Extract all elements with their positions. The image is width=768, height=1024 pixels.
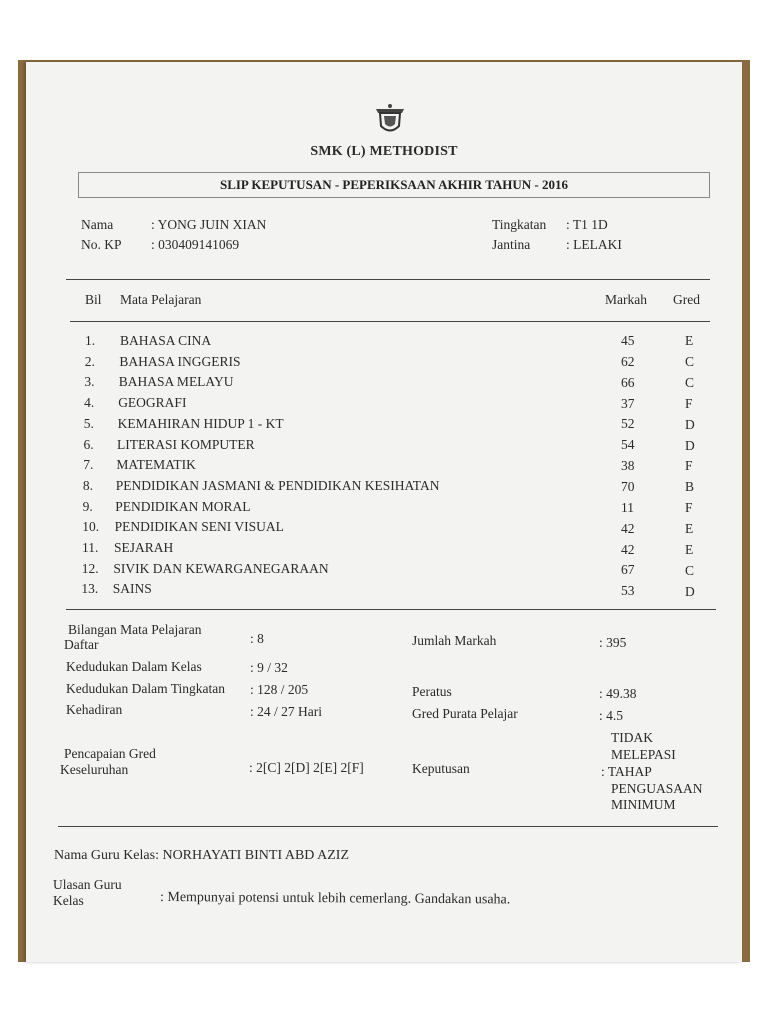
row-number: 5.	[83, 415, 94, 431]
subject-name: SIVIK DAN KEWARGANEGARAAN	[113, 560, 329, 576]
subject-grade: E	[685, 521, 694, 537]
gpa-value: : 4.5	[599, 708, 624, 723]
attendance-label: Kehadiran	[66, 702, 123, 717]
subjects-label: Bilangan Mata Pelajaran	[68, 622, 202, 637]
subject-name: BAHASA MELAYU	[118, 374, 234, 390]
subject-mark: 11	[621, 499, 634, 515]
subject-mark: 42	[621, 520, 635, 536]
divider	[66, 609, 716, 610]
row-number: 8.	[82, 477, 94, 493]
subject-name: PENDIDIKAN SENI VISUAL	[114, 519, 284, 535]
decision-line: MELEPASI	[611, 747, 676, 762]
achievement-label-2: Keseluruhan	[60, 762, 129, 777]
header-bil: Bil	[85, 292, 102, 307]
subject-name: GEOGRAFI	[118, 395, 187, 411]
subject-grade: E	[685, 542, 694, 557]
form-label: Tingkatan	[492, 217, 547, 232]
total-value: : 395	[599, 635, 627, 650]
row-number: 7.	[83, 457, 94, 473]
subject-mark: 52	[621, 416, 635, 432]
achievement-label: Pencapaian Gred	[64, 746, 156, 761]
divider	[58, 826, 718, 827]
subject-name: SAINS	[112, 581, 152, 597]
row-number: 3.	[84, 374, 95, 390]
subject-mark: 42	[621, 541, 635, 557]
class-rank-value: : 9 / 32	[250, 660, 288, 675]
subject-grade: C	[685, 562, 695, 578]
gpa-label: Gred Purata Pelajar	[412, 706, 518, 721]
subject-grade: F	[685, 500, 693, 516]
subject-name: MATEMATIK	[116, 457, 196, 473]
subject-name: PENDIDIKAN MORAL	[115, 498, 251, 514]
subject-grade: B	[685, 479, 695, 495]
subject-grade: D	[685, 583, 695, 599]
divider	[70, 321, 710, 322]
subject-name: SEJARAH	[114, 540, 174, 555]
row-number: 12.	[81, 560, 99, 576]
kp-value: : 030409141069	[151, 237, 240, 252]
class-rank-label: Kedudukan Dalam Kelas	[66, 659, 202, 674]
subject-name: BAHASA CINA	[120, 333, 212, 348]
decision-line: PENGUASAAN	[611, 781, 703, 796]
subject-mark: 67	[621, 562, 635, 578]
subject-mark: 37	[621, 395, 635, 411]
percent-label: Peratus	[412, 684, 452, 699]
comment-label-2: Kelas	[53, 893, 84, 908]
header-mark: Markah	[605, 292, 647, 307]
subject-name: LITERASI KOMPUTER	[117, 436, 255, 452]
slip-title: SLIP KEPUTUSAN - PEPERIKSAAN AKHIR TAHUN - 2016	[78, 172, 710, 198]
decision-line: MINIMUM	[611, 797, 676, 812]
gender-value: : LELAKI	[566, 237, 622, 252]
row-number: 9.	[82, 498, 93, 514]
subject-name: PENDIDIKAN JASMANI & PENDIDIKAN KESIHATAN	[115, 477, 440, 493]
name-value: : YONG JUIN XIAN	[151, 217, 267, 232]
name-label: Nama	[81, 217, 114, 232]
subject-grade: C	[685, 374, 695, 390]
row-number: 13.	[81, 581, 99, 597]
achievement-value: : 2[C] 2[D] 2[E] 2[F]	[249, 760, 364, 775]
attendance-value: : 24 / 27 Hari	[250, 704, 322, 719]
row-number: 4.	[84, 395, 95, 411]
subject-mark: 38	[621, 458, 635, 474]
subject-mark: 54	[621, 437, 635, 453]
subject-mark: 62	[621, 353, 635, 369]
subject-grade: F	[685, 458, 693, 474]
school-crest-icon	[372, 102, 408, 138]
subject-mark: 53	[621, 583, 635, 599]
subject-grade: F	[685, 395, 693, 411]
total-label: Jumlah Markah	[412, 633, 497, 648]
teacher-comment: : Mempunyai potensi untuk lebih cemerlang. Gandakan usaha.	[159, 890, 511, 908]
subject-grade: E	[685, 333, 694, 348]
divider	[66, 279, 710, 280]
form-value: : T1 1D	[566, 217, 608, 232]
kp-label: No. KP	[81, 237, 122, 252]
row-number: 2.	[84, 353, 95, 369]
row-number: 11.	[82, 540, 99, 555]
decision-line: TIDAK	[611, 730, 653, 745]
subject-grade: D	[685, 416, 695, 432]
decision-line: : TAHAP	[601, 764, 652, 779]
subject-mark: 70	[621, 478, 635, 494]
subject-name: KEMAHIRAN HIDUP 1 - KT	[117, 415, 284, 431]
decision-label: Keputusan	[412, 761, 470, 776]
subjects-label-2: Daftar	[64, 637, 99, 652]
school-name: SMK (L) METHODIST	[310, 144, 458, 159]
subject-mark: 66	[621, 374, 635, 390]
form-rank-value: : 128 / 205	[250, 682, 309, 697]
row-number: 6.	[83, 436, 94, 452]
subjects-value: : 8	[250, 631, 264, 646]
percent-value: : 49.38	[599, 686, 637, 701]
subject-mark: 45	[621, 333, 635, 348]
comment-label: Ulasan Guru	[53, 877, 122, 892]
form-rank-label: Kedudukan Dalam Tingkatan	[66, 681, 225, 696]
header-subject: Mata Pelajaran	[120, 292, 202, 307]
row-number: 1.	[85, 333, 96, 348]
header-grade: Gred	[673, 292, 700, 307]
teacher-name: Nama Guru Kelas: NORHAYATI BINTI ABD AZIZ	[54, 848, 350, 863]
subject-grade: D	[685, 437, 695, 453]
subject-name: BAHASA INGGERIS	[119, 353, 241, 369]
subject-grade: C	[685, 353, 695, 369]
gender-label: Jantina	[492, 237, 531, 252]
row-number: 10.	[82, 519, 100, 535]
